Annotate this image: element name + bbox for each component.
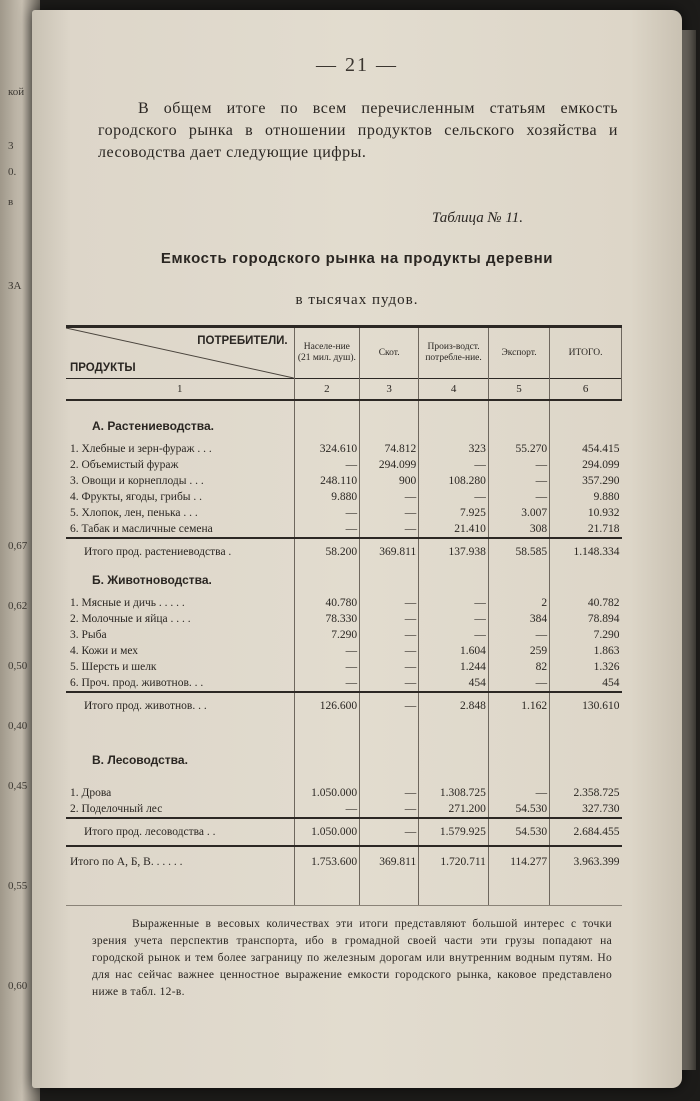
row-label: 2. Молочные и яйца . . . .: [66, 611, 294, 627]
row-label: 6. Табак и масличные семена: [66, 521, 294, 538]
spine-mark: ЗА: [8, 280, 22, 292]
cell-export: 54.530: [488, 801, 549, 818]
cell-population: —: [294, 675, 359, 692]
cell-total: 1.148.334: [573, 546, 620, 558]
section-heading-row: [66, 565, 622, 595]
table-row: [66, 521, 622, 538]
row-label: 6. Проч. прод. животнов. . .: [66, 675, 294, 692]
footer-paragraph: Выраженные в весовых количествах эти итоги представляют большой интерес с точки зрения учета перспектив транспорта, ибо в громадной своей части эти грузы попадают на городской рынок и тем более заграницу по железным дорогам или внутренним водным путям. Но для нас сейчас важнее ценностное выражение емкости городского рынка, каковое представлено ниже в табл. 12-в.: [92, 918, 612, 998]
cell-livestock: 369.811: [360, 846, 419, 877]
cell-export: 308: [488, 521, 549, 538]
column-header: ИТОГО.: [550, 327, 622, 379]
cell-export: 1.162: [488, 692, 549, 719]
cell-industrial: —: [419, 611, 489, 627]
row-label: 1. Мясные и дичь . . . . .: [66, 595, 294, 611]
table-row: [66, 785, 622, 801]
cell-livestock: —: [360, 643, 419, 659]
table-row: [66, 611, 622, 627]
capacity-table: [66, 325, 622, 906]
cell-export: —: [488, 489, 549, 505]
table-title: Емкость городского рынка на продукты деревни: [160, 250, 554, 267]
section-title: В. Лесоводства.: [66, 745, 294, 775]
cell-total: 454: [550, 675, 622, 692]
spine-mark: 0,50: [8, 660, 28, 672]
spine-mark: 0,60: [8, 980, 28, 992]
cell-total: 21.718: [550, 521, 622, 538]
cell-industrial: 323: [419, 441, 489, 457]
table-row: [66, 643, 622, 659]
spine-mark: кой: [8, 86, 25, 98]
cell-population: —: [294, 505, 359, 521]
column-number: 6: [550, 379, 622, 401]
cell-population: 126.600: [294, 692, 359, 719]
cell-livestock: —: [360, 489, 419, 505]
cell-total: 2.358.725: [573, 787, 620, 799]
spine-mark: 3: [8, 140, 14, 152]
row-label: 3. Овощи и корнеплоды . . .: [66, 473, 294, 489]
table-row: [66, 659, 622, 675]
cell-livestock: —: [360, 785, 419, 801]
table-row: [66, 473, 622, 489]
cell-total: 78.894: [587, 613, 620, 625]
table-units: в тысячах пудов.: [295, 292, 419, 308]
spine-mark: в: [8, 196, 14, 208]
table-row: [66, 441, 622, 457]
page-edge: [682, 30, 696, 1070]
cell-total: 9.880: [593, 491, 620, 503]
cell-livestock: 369.811: [360, 538, 419, 565]
cell-industrial: 1.720.711: [419, 846, 489, 877]
book-page: [32, 10, 682, 1088]
cell-export: —: [488, 627, 549, 643]
spine-mark: 0.: [8, 166, 17, 178]
cell-population: 248.110: [294, 473, 359, 489]
cell-population: 40.780: [294, 595, 359, 611]
cell-livestock: —: [360, 595, 419, 611]
cell-population: 324.610: [294, 441, 359, 457]
intro-paragraph: В общем итоге по всем перечисленным статьям емкость городского рынка в отношении продуктов сельского хозяйства и лесоводства дает следующие цифры.: [98, 100, 618, 161]
header-products: ПРОДУКТЫ: [70, 362, 136, 374]
cell-livestock: —: [360, 611, 419, 627]
page-number: — 21 —: [316, 54, 398, 76]
cell-export: 55.270: [488, 441, 549, 457]
table-row: [66, 489, 622, 505]
column-number: 2: [294, 379, 359, 401]
column-header: Экспорт.: [488, 327, 549, 379]
cell-livestock: —: [360, 627, 419, 643]
cell-livestock: —: [360, 818, 419, 846]
cell-total: 454.415: [582, 443, 620, 455]
cell-industrial: 21.410: [419, 521, 489, 538]
table-row: [66, 675, 622, 692]
row-label: Итого прод. животнов. . .: [66, 692, 294, 719]
spacer-row: [66, 877, 622, 906]
cell-total: 130.610: [582, 700, 620, 712]
cell-total: 3.963.399: [550, 846, 622, 877]
cell-industrial: 2.848: [419, 692, 489, 719]
cell-industrial: 1.244: [419, 659, 489, 675]
column-header: Произ-водст. потребле-ние.: [419, 327, 489, 379]
cell-livestock: 294.099: [360, 457, 419, 473]
cell-total: 327.730: [550, 801, 622, 818]
spine-mark: 0,67: [8, 540, 28, 552]
cell-livestock: —: [360, 505, 419, 521]
cell-population: —: [294, 521, 359, 538]
cell-livestock: —: [360, 692, 419, 719]
cell-export: —: [488, 675, 549, 692]
cell-industrial: 271.200: [419, 801, 489, 818]
row-label: 1. Дрова: [66, 785, 294, 801]
cell-livestock: —: [360, 521, 419, 538]
cell-total: 294.099: [582, 459, 620, 471]
cell-export: 114.277: [488, 846, 549, 877]
cell-population: —: [294, 801, 359, 818]
row-label: 4. Кожи и мех: [66, 643, 294, 659]
cell-industrial: —: [419, 595, 489, 611]
spacer-row: [66, 775, 622, 785]
section-title: Б. Животноводства.: [66, 565, 294, 595]
section-total-row: [66, 692, 622, 719]
cell-total: 1.326: [593, 661, 620, 673]
cell-livestock: —: [360, 801, 419, 818]
table-row: [66, 801, 622, 818]
column-header: Населе-ние (21 мил. душ).: [294, 327, 359, 379]
spine-mark: 0,40: [8, 720, 28, 732]
cell-population: 1.050.000: [294, 785, 359, 801]
cell-export: 259: [488, 643, 549, 659]
cell-population: 78.330: [294, 611, 359, 627]
cell-total: 357.290: [582, 475, 620, 487]
cell-population: 7.290: [294, 627, 359, 643]
cell-total: 2.684.455: [550, 818, 622, 846]
cell-industrial: 137.938: [419, 538, 489, 565]
cell-export: 2: [488, 595, 549, 611]
cell-industrial: —: [419, 489, 489, 505]
cell-industrial: —: [419, 627, 489, 643]
section-heading-row: [66, 745, 622, 775]
cell-export: 54.530: [488, 818, 549, 846]
section-total-row: [66, 538, 622, 565]
row-label: 1. Хлебные и зерн-фураж . . .: [66, 441, 294, 457]
cell-industrial: 1.604: [419, 643, 489, 659]
cell-industrial: 1.579.925: [419, 818, 489, 846]
column-header: Скот.: [360, 327, 419, 379]
cell-population: 58.200: [294, 538, 359, 565]
grand-total-row: [66, 846, 622, 877]
header-corner-cell: [66, 327, 294, 379]
section-title: А. Растениеводства.: [66, 411, 294, 441]
cell-export: 58.585: [488, 538, 549, 565]
cell-population: —: [294, 659, 359, 675]
row-label: 2. Поделочный лес: [66, 801, 294, 818]
column-number: 5: [488, 379, 549, 401]
cell-total: 40.782: [587, 597, 620, 609]
table-row: [66, 505, 622, 521]
cell-livestock: —: [360, 675, 419, 692]
cell-export: 3.007: [488, 505, 549, 521]
cell-export: —: [488, 473, 549, 489]
spine-mark: 0,55: [8, 880, 28, 892]
table-row: [66, 457, 622, 473]
row-label: Итого по А, Б, В. . . . . .: [66, 846, 294, 877]
cell-industrial: 1.308.725: [419, 785, 489, 801]
row-label: 5. Шерсть и шелк: [66, 659, 294, 675]
cell-industrial: 7.925: [419, 505, 489, 521]
cell-livestock: 74.812: [360, 441, 419, 457]
cell-population: —: [294, 457, 359, 473]
cell-export: 384: [488, 611, 549, 627]
row-label: 4. Фрукты, ягоды, грибы . .: [66, 489, 294, 505]
cell-livestock: —: [360, 659, 419, 675]
cell-export: —: [488, 785, 549, 801]
cell-population: 1.753.600: [294, 846, 359, 877]
row-label: Итого прод. лесоводства . .: [66, 818, 294, 846]
cell-export: —: [488, 457, 549, 473]
cell-industrial: —: [419, 457, 489, 473]
row-label: 3. Рыба: [66, 627, 294, 643]
cell-total: 1.863: [593, 645, 620, 657]
cell-industrial: 454: [419, 675, 489, 692]
cell-total: 7.290: [593, 629, 620, 641]
header-consumers: ПОТРЕБИТЕЛИ.: [197, 335, 288, 347]
spacer-row: [66, 719, 622, 745]
spine-mark: 0,45: [8, 780, 28, 792]
spacer-row: [66, 400, 622, 411]
column-number: 1: [66, 379, 294, 401]
cell-total: 10.932: [587, 507, 620, 519]
table-row: [66, 595, 622, 611]
spine-mark: 0,62: [8, 600, 28, 612]
row-label: 2. Объемистый фураж: [66, 457, 294, 473]
cell-population: 9.880: [294, 489, 359, 505]
cell-population: —: [294, 643, 359, 659]
table-row: [66, 627, 622, 643]
row-label: Итого прод. растениеводства .: [66, 538, 294, 565]
column-number: 3: [360, 379, 419, 401]
table-number: Таблица № 11.: [432, 210, 523, 226]
column-number: 4: [419, 379, 489, 401]
cell-livestock: 900: [360, 473, 419, 489]
cell-population: 1.050.000: [294, 818, 359, 846]
section-total-row: [66, 818, 622, 846]
section-heading-row: [66, 411, 622, 441]
cell-export: 82: [488, 659, 549, 675]
row-label: 5. Хлопок, лен, пенька . . .: [66, 505, 294, 521]
cell-industrial: 108.280: [419, 473, 489, 489]
